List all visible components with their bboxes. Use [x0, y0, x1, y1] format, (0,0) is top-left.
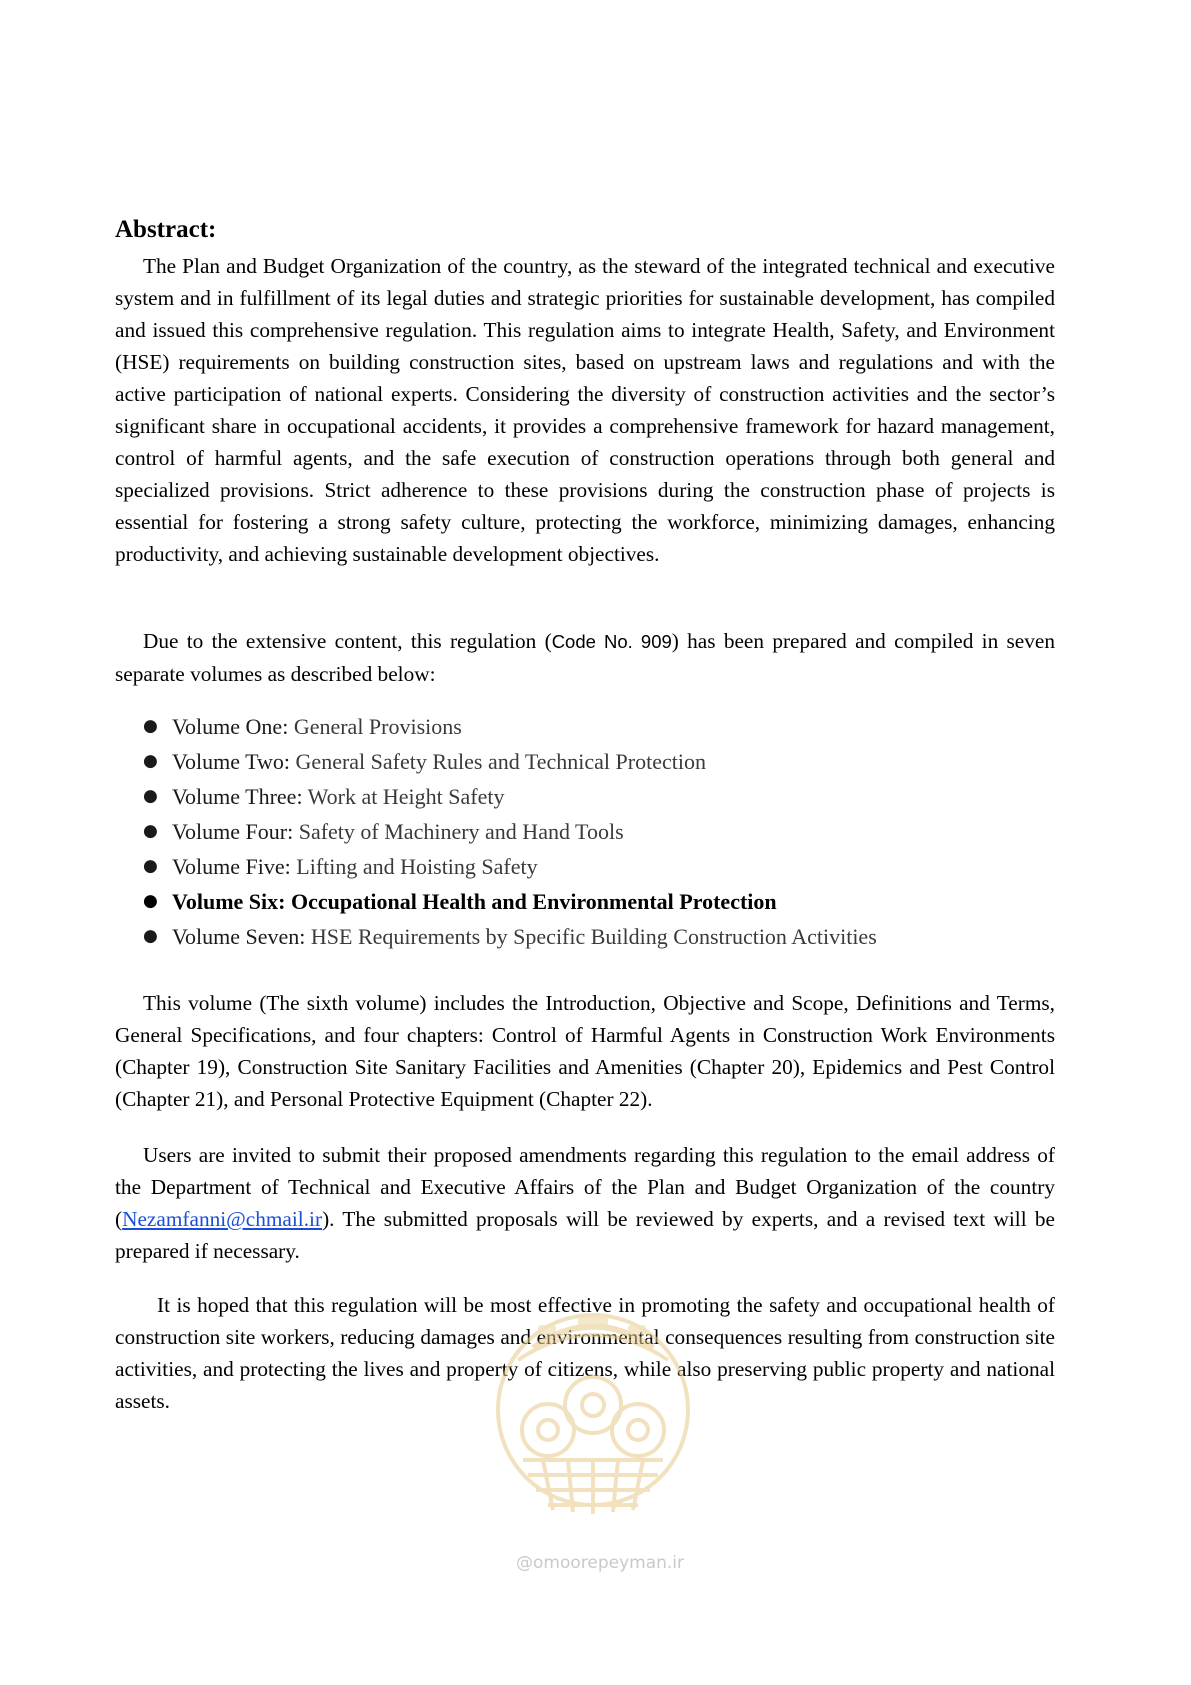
email-link[interactable]: Nezamfanni@chmail.ir: [122, 1207, 323, 1231]
regulation-code: Code No. 909: [551, 631, 672, 652]
volume-title: HSE Requirements by Specific Building Construction Activities: [310, 924, 877, 949]
volume-list-item: [115, 919, 877, 954]
abstract-heading: Abstract:: [115, 216, 217, 243]
volume-title: Lifting and Hoisting Safety: [296, 854, 538, 879]
volume-label: Volume Three:: [172, 784, 303, 809]
volume-list: [115, 709, 877, 954]
abstract-paragraph-amendments: [115, 1139, 1055, 1267]
volume-list-item: [115, 814, 877, 849]
abstract-paragraph-volume-contents: This volume (The sixth volume) includes the Introduction, Objective and Scope, Definitions and Terms, General Specifications, and four chapters: Control of Harmful Agents in Construction Work Environments (Chapter 19), Construction Site Sanitary Facilities and Amenities (Chapter 20), Epidemics and Pest Control (Chapter 21), and Personal Protective Equipment (Chapter 22).: [115, 991, 1055, 1111]
volume-title: Occupational Health and Environmental Protection: [290, 889, 777, 914]
volume-list-item: [115, 709, 877, 744]
volume-title: General Provisions: [293, 714, 462, 739]
volume-list-item: [115, 849, 877, 884]
bullet-icon: ●: [143, 751, 158, 771]
bullet-icon: ●: [143, 716, 158, 736]
bullet-icon: ●: [143, 786, 158, 806]
volume-title: General Safety Rules and Technical Protection: [295, 749, 706, 774]
volume-label: Volume Four:: [172, 819, 294, 844]
watermark-text: @omoorepeyman.ir: [515, 1553, 685, 1573]
abstract-paragraph-volumes-intro: [115, 625, 1055, 690]
volume-label: Volume One:: [172, 714, 289, 739]
abstract-paragraph-intro: The Plan and Budget Organization of the country, as the steward of the integrated technical and executive system and in fulfillment of its legal duties and strategic priorities for sustainable development, has compiled and issued this comprehensive regulation. This regulation aims to integrate Health, Safety, and Environment (HSE) requirements on building construction sites, based on upstream laws and regulations and with the active participation of national experts. Considering the diversity of construction activities and the sector’s significant share in occupational accidents, it provides a comprehensive framework for hazard management, control of harmful agents, and the safe execution of construction operations through both general and specialized provisions. Strict adherence to these provisions during the construction phase of projects is essential for fostering a strong safety culture, protecting the workforce, minimizing damages, enhancing productivity, and achieving sustainable development objectives.: [115, 254, 1055, 566]
volumes-intro-text-start: Due to the extensive content, this regulation (: [143, 629, 552, 653]
volume-label: Volume Two:: [172, 749, 291, 774]
volume-list-item-current: [115, 884, 877, 919]
volume-label: Volume Six:: [172, 889, 286, 914]
bullet-icon: ●: [143, 891, 158, 911]
bullet-icon: ●: [143, 926, 158, 946]
bullet-icon: ●: [143, 821, 158, 841]
volume-label: Volume Five:: [172, 854, 291, 879]
watermark-logo: [478, 1300, 708, 1560]
amendments-text-end: ). The submitted proposals will be reviewed by experts, and a revised text will be prepared if necessary.: [115, 1207, 1055, 1263]
volume-list-item: [115, 744, 877, 779]
volume-label: Volume Seven:: [172, 924, 306, 949]
amendments-text-start: Users are invited to submit their proposed amendments regarding this regulation to the email address of the Department of Technical and Executive Affairs of the Plan and Budget Organization of the country (: [115, 1143, 1055, 1231]
volume-title: Safety of Machinery and Hand Tools: [298, 819, 624, 844]
volume-title: Work at Height Safety: [307, 784, 505, 809]
abstract-paragraph-closing: It is hoped that this regulation will be most effective in promoting the safety and occupational health of construction site workers, reducing damages and environmental consequences resulting from construction site activities, and protecting the lives and property of citizens, while also preserving public property and national assets.: [115, 1293, 1055, 1413]
bullet-icon: ●: [143, 856, 158, 876]
volume-list-item: [115, 779, 877, 814]
volumes-intro-text-end: ) has been prepared and compiled in seven separate volumes as described below:: [115, 629, 1055, 686]
